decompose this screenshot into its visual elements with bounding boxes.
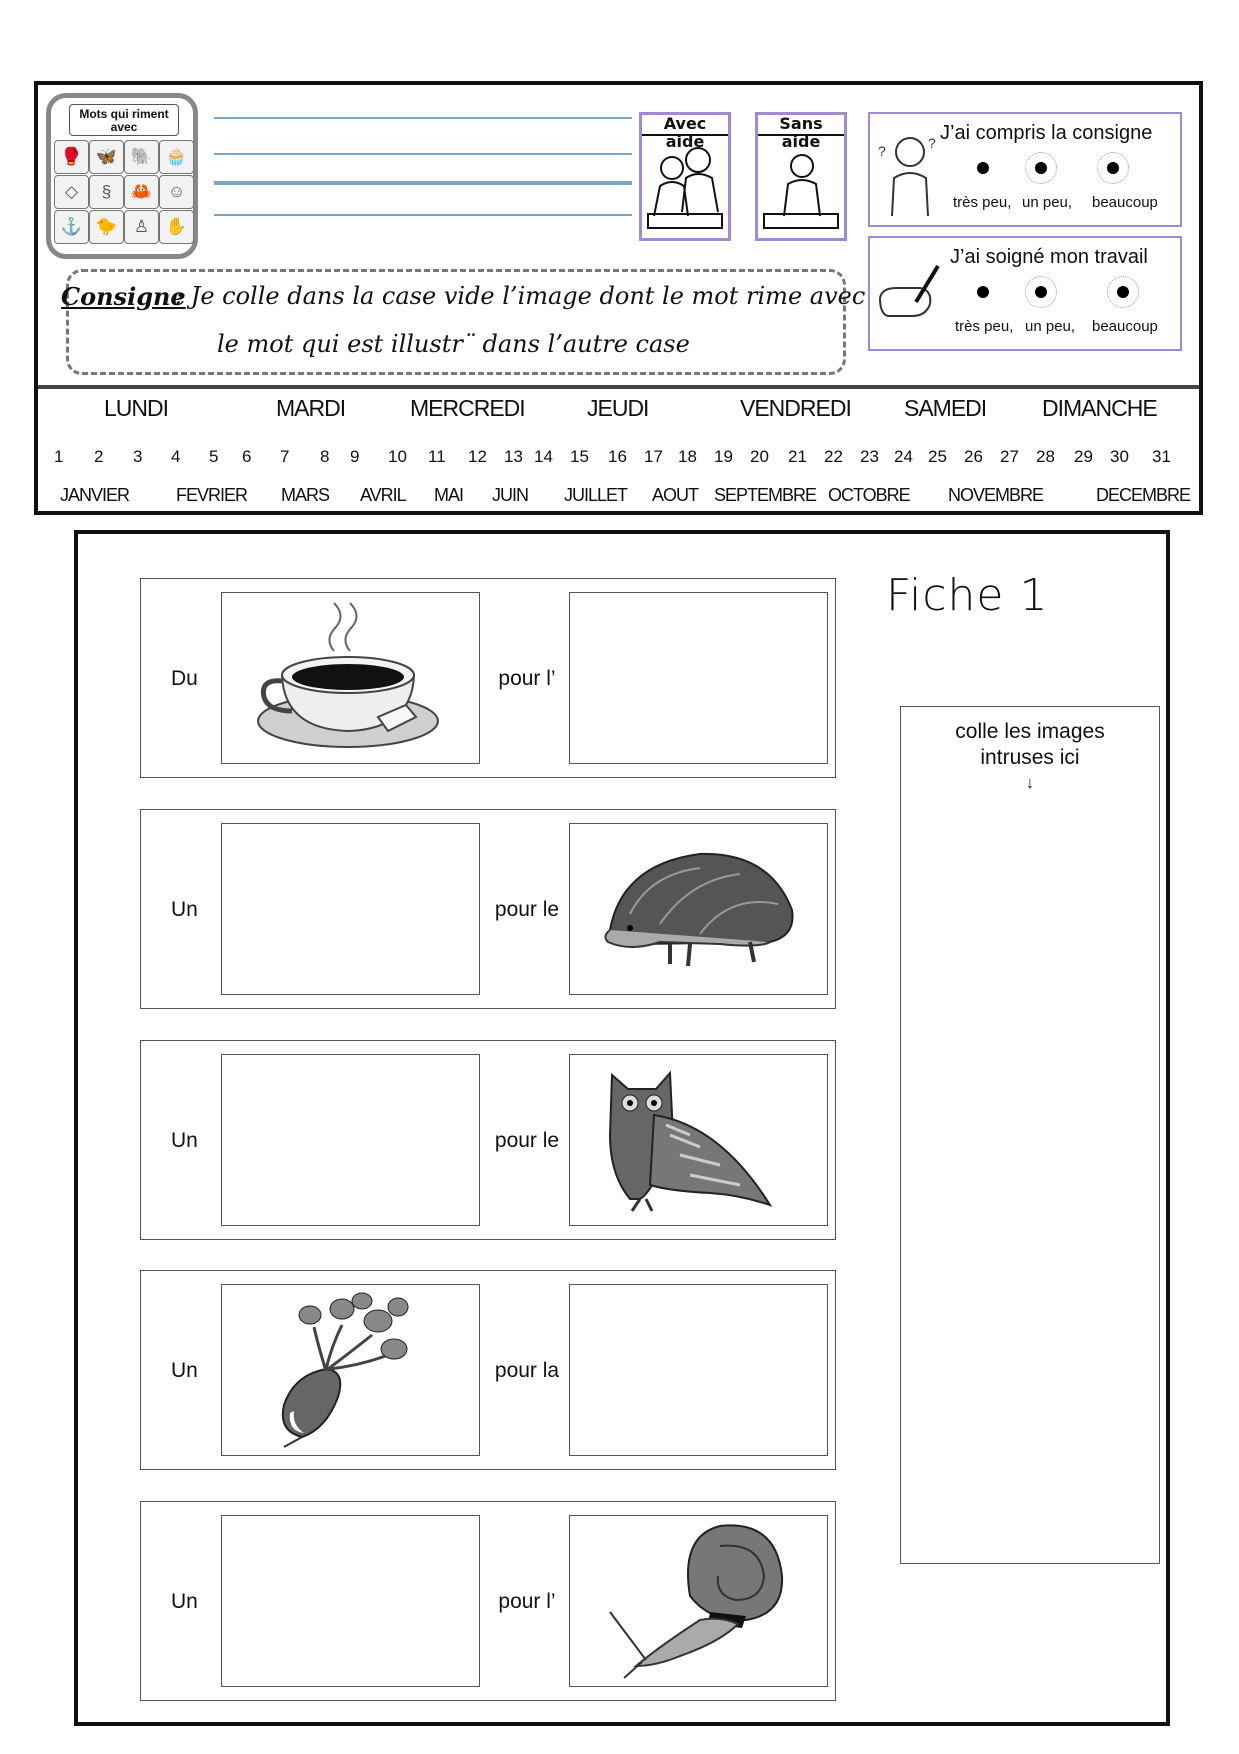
image-box-left bbox=[221, 592, 480, 764]
level-label-mid: un peu, bbox=[1025, 318, 1076, 335]
day-number[interactable]: 23 bbox=[860, 447, 879, 466]
day-number[interactable]: 15 bbox=[570, 447, 589, 466]
day-number[interactable]: 25 bbox=[928, 447, 947, 466]
level-label-low: très peu, bbox=[955, 318, 1014, 335]
person-alone-icon bbox=[758, 136, 844, 240]
month-label[interactable]: DECEMBRE bbox=[1096, 485, 1191, 505]
month-label[interactable]: AVRIL bbox=[360, 485, 406, 505]
rhyme-row bbox=[140, 1040, 836, 1240]
anchor-icon: ⚓ bbox=[54, 210, 89, 244]
level-label-low: très peu, bbox=[953, 194, 1012, 211]
level-label-high: beaucoup bbox=[1092, 318, 1158, 335]
name-line bbox=[214, 153, 632, 155]
month-label[interactable]: FEVRIER bbox=[176, 485, 248, 505]
butterfly-icon: 🦋 bbox=[89, 140, 124, 174]
day-number[interactable]: 11 bbox=[428, 447, 446, 466]
row-preposition: pour le bbox=[494, 898, 560, 921]
name-line bbox=[214, 181, 632, 185]
day-number[interactable]: 9 bbox=[350, 447, 360, 466]
arrow-down-icon: ↓ bbox=[1026, 775, 1034, 792]
day-number[interactable]: 27 bbox=[1000, 447, 1019, 466]
level-dot-low[interactable] bbox=[977, 286, 989, 298]
row-determiner: Un bbox=[171, 1590, 198, 1613]
day-number[interactable]: 8 bbox=[320, 447, 330, 466]
snail-image bbox=[570, 1516, 827, 1686]
image-box-right bbox=[569, 1054, 828, 1226]
muffin-icon: 🧁 bbox=[159, 140, 194, 174]
day-number[interactable]: 5 bbox=[209, 447, 219, 466]
day-number[interactable]: 6 bbox=[242, 447, 252, 466]
image-box-left bbox=[221, 1284, 480, 1456]
rhyme-card bbox=[46, 93, 198, 259]
day-number[interactable]: 21 bbox=[788, 447, 807, 466]
child-icon: ☺ bbox=[159, 175, 194, 209]
day-number[interactable]: 20 bbox=[750, 447, 769, 466]
header-frame bbox=[34, 81, 1203, 515]
empty-paste-box[interactable] bbox=[569, 1284, 828, 1456]
day-label[interactable]: MARDI bbox=[276, 395, 346, 421]
day-number[interactable]: 7 bbox=[280, 447, 290, 466]
day-label[interactable]: MERCREDI bbox=[410, 395, 525, 421]
day-number[interactable]: 1 bbox=[54, 447, 64, 466]
month-label[interactable]: AOUT bbox=[652, 485, 699, 505]
day-number[interactable]: 12 bbox=[468, 447, 487, 466]
level-label-high: beaucoup bbox=[1092, 194, 1158, 211]
row-determiner: Un bbox=[171, 1359, 198, 1382]
date-section bbox=[38, 385, 1199, 511]
month-label[interactable]: JUILLET bbox=[564, 485, 628, 505]
name-line bbox=[214, 117, 632, 119]
level-dot-high[interactable] bbox=[1117, 286, 1129, 298]
day-number[interactable]: 19 bbox=[714, 447, 733, 466]
worksheet-frame bbox=[74, 530, 1170, 1726]
eval-understood-box bbox=[868, 112, 1182, 227]
tooth-icon: ♙ bbox=[124, 210, 159, 244]
row-determiner: Du bbox=[171, 667, 198, 690]
day-label[interactable]: SAMEDI bbox=[904, 395, 987, 421]
boxing-gloves-icon: 🥊 bbox=[54, 140, 89, 174]
snake-icon: § bbox=[89, 175, 124, 209]
day-number[interactable]: 26 bbox=[964, 447, 983, 466]
day-label[interactable]: DIMANCHE bbox=[1042, 395, 1157, 421]
header-top-section bbox=[38, 85, 1199, 389]
row-preposition: pour l’ bbox=[498, 1590, 556, 1613]
level-dot-high[interactable] bbox=[1107, 162, 1119, 174]
radish-image bbox=[222, 1285, 479, 1455]
image-box-right bbox=[569, 823, 828, 995]
day-number[interactable]: 10 bbox=[388, 447, 407, 466]
level-dot-mid[interactable] bbox=[1035, 286, 1047, 298]
empty-paste-box[interactable] bbox=[221, 823, 480, 995]
with-help-label: Avec aide bbox=[642, 115, 728, 136]
month-label[interactable]: MARS bbox=[281, 485, 330, 505]
day-number[interactable]: 16 bbox=[608, 447, 627, 466]
day-number[interactable]: 31 bbox=[1152, 447, 1171, 466]
image-box-right bbox=[569, 1515, 828, 1687]
eval-work-box bbox=[868, 236, 1182, 351]
level-label-mid: un peu, bbox=[1022, 194, 1073, 211]
diamond-icon: ◇ bbox=[54, 175, 89, 209]
intrus-drop-zone[interactable] bbox=[900, 706, 1160, 1564]
level-dot-mid[interactable] bbox=[1035, 162, 1047, 174]
day-number[interactable]: 2 bbox=[94, 447, 104, 466]
rhyme-row bbox=[140, 1501, 836, 1701]
hedgehog-image bbox=[570, 824, 827, 994]
owl-image bbox=[570, 1055, 827, 1225]
day-number[interactable]: 28 bbox=[1036, 447, 1055, 466]
crab-icon: 🦀 bbox=[124, 175, 159, 209]
coffee-cup-image bbox=[222, 593, 479, 763]
day-label[interactable]: VENDREDI bbox=[740, 395, 851, 421]
day-number[interactable]: 18 bbox=[678, 447, 697, 466]
empty-paste-box[interactable] bbox=[569, 592, 828, 764]
level-dot-low[interactable] bbox=[977, 162, 989, 174]
elephant-icon: 🐘 bbox=[124, 140, 159, 174]
writing-hand-icon bbox=[876, 258, 940, 338]
name-line bbox=[214, 214, 632, 216]
row-preposition: pour le bbox=[494, 1129, 560, 1152]
consigne-label: Consigne bbox=[61, 282, 186, 311]
day-number[interactable]: 17 bbox=[644, 447, 663, 466]
eval-work-title: J’ai soigné mon travail bbox=[950, 246, 1148, 268]
month-label[interactable]: OCTOBRE bbox=[828, 485, 910, 505]
eval-understood-title: J’ai compris la consigne bbox=[940, 122, 1153, 144]
month-label[interactable]: JANVIER bbox=[60, 485, 130, 505]
svg-text:?: ? bbox=[878, 143, 886, 159]
consigne-box bbox=[61, 269, 866, 375]
chick-icon: 🐤 bbox=[89, 210, 124, 244]
day-number[interactable]: 14 bbox=[534, 447, 553, 466]
row-determiner: Un bbox=[171, 1129, 198, 1152]
day-number[interactable]: 30 bbox=[1110, 447, 1129, 466]
rhyme-row bbox=[140, 809, 836, 1009]
rhyme-row bbox=[140, 1270, 836, 1470]
worksheet-title: Fiche 1 bbox=[886, 570, 1049, 621]
day-number[interactable]: 24 bbox=[894, 447, 913, 466]
row-determiner: Un bbox=[171, 898, 198, 921]
row-preposition: pour la bbox=[494, 1359, 560, 1382]
rhyme-card-title: Mots qui riment avec bbox=[69, 104, 179, 136]
month-label[interactable]: NOVEMBRE bbox=[948, 485, 1044, 505]
month-label[interactable]: MAI bbox=[434, 485, 464, 505]
intrus-label-wrap bbox=[901, 719, 1159, 797]
svg-text:?: ? bbox=[928, 135, 936, 151]
day-number[interactable]: 29 bbox=[1074, 447, 1093, 466]
consigne-text-line2: le mot qui est illustr¨ dans l’autre case bbox=[217, 330, 690, 358]
without-help-label: Sans aide bbox=[758, 115, 844, 136]
consigne-text-line1: : Je colle dans la case vide l’image dont le mot rime avec bbox=[175, 282, 866, 310]
day-number[interactable]: 22 bbox=[824, 447, 843, 466]
without-help-box bbox=[755, 112, 847, 241]
day-label[interactable]: LUNDI bbox=[104, 395, 169, 421]
month-label[interactable]: JUIN bbox=[492, 485, 528, 505]
month-label[interactable]: SEPTEMBRE bbox=[714, 485, 817, 505]
intrus-label: colle les images intruses ici bbox=[955, 720, 1105, 769]
with-help-box bbox=[639, 112, 731, 241]
thinking-child-icon bbox=[876, 126, 938, 218]
day-number[interactable]: 13 bbox=[504, 447, 523, 466]
empty-paste-box[interactable] bbox=[221, 1054, 480, 1226]
day-number[interactable]: 4 bbox=[171, 447, 181, 466]
day-number[interactable]: 3 bbox=[133, 447, 143, 466]
row-preposition: pour l’ bbox=[498, 667, 556, 690]
empty-paste-box[interactable] bbox=[221, 1515, 480, 1687]
day-label[interactable]: JEUDI bbox=[587, 395, 649, 421]
two-people-icon bbox=[642, 136, 728, 240]
rhyme-row bbox=[140, 578, 836, 778]
mitten-icon: ✋ bbox=[159, 210, 194, 244]
